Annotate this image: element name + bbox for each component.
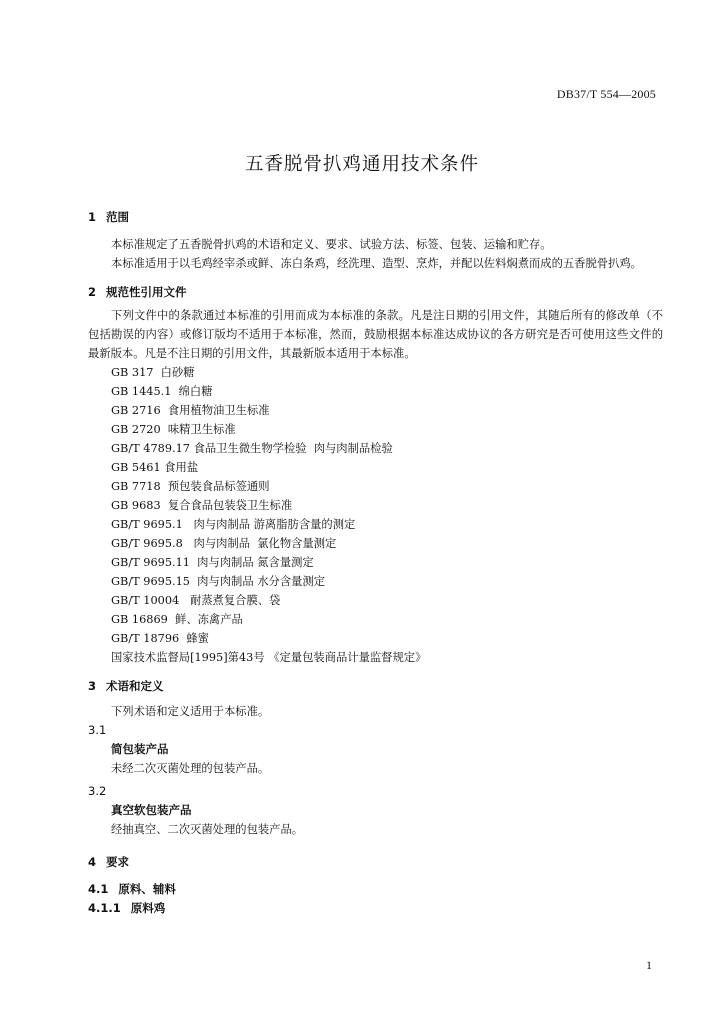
section-1-heading	[88, 208, 663, 227]
section-number: 3	[88, 679, 97, 693]
reference-item: GB/T 9695.8 肉与肉制品 氯化物含量测定	[111, 537, 337, 550]
section-number: 1	[88, 210, 97, 224]
section-4-heading	[88, 853, 663, 872]
reference-item: GB/T 18796 蜂蜜	[111, 632, 209, 645]
paragraph: 下列文件中的条款通过本标准的引用而成为本标准的条款。凡是注日期的引用文件，其随后所有的修改单（不包括勘误的内容）或修订版均不适用于本标准，然而，鼓励根据本标准达成协议的各方研究是否可使用这些文件的最新版本。凡是不注日期的引用文件，其最新版本适用于本标准。	[88, 309, 663, 360]
reference-item: GB 16869 鲜、冻禽产品	[111, 613, 243, 626]
reference-item: GB 317 白砂糖	[111, 366, 195, 379]
reference-item: GB 7718 预包装食品标签通则	[111, 480, 270, 493]
reference-item: GB 5461 食用盐	[111, 461, 199, 474]
page-number: 1	[646, 958, 652, 972]
subsection-title: 原料、辅料	[118, 882, 176, 896]
document-body	[88, 208, 663, 918]
section-title: 规范性引用文件	[106, 285, 187, 299]
reference-item: GB 9683 复合食品包装袋卫生标准	[111, 499, 293, 512]
reference-item: 国家技术监督局[1995]第43号 《定量包装商品计量监督规定》	[111, 651, 427, 664]
reference-item: GB/T 9695.15 肉与肉制品 水分含量测定	[111, 575, 326, 588]
section-title: 范围	[106, 210, 129, 224]
subsection-number: 4.1	[88, 882, 109, 896]
reference-item: GB/T 4789.17 食品卫生微生物学检验 肉与肉制品检验	[111, 442, 393, 455]
section-title: 要求	[106, 855, 129, 869]
term-number: 3.1	[88, 723, 107, 737]
term-name: 真空软包装产品	[111, 803, 192, 817]
paragraph: 下列术语和定义适用于本标准。	[111, 705, 270, 718]
document-title: 五香脱骨扒鸡通用技术条件	[244, 154, 479, 175]
paragraph: 本标准规定了五香脱骨扒鸡的术语和定义、要求、试验方法、标签、包装、运输和贮存。	[111, 238, 552, 251]
subsection-title: 原料鸡	[130, 901, 166, 915]
paragraph: 本标准适用于以毛鸡经宰杀或鲜、冻白条鸡，经洗理、造型、烹炸，并配以佐料焖煮而成的五香脱骨扒鸡。	[111, 257, 642, 270]
subsection-number: 4.1.1	[88, 901, 121, 915]
subsection-4-1-heading	[88, 880, 663, 899]
section-number: 4	[88, 855, 97, 869]
section-title: 术语和定义	[106, 679, 164, 693]
reference-item: GB 1445.1 绵白糖	[111, 385, 213, 398]
reference-item: GB 2720 味精卫生标准	[111, 423, 236, 436]
term-definition: 经抽真空、二次灭菌处理的包装产品。	[111, 823, 304, 836]
term-name: 简包装产品	[111, 742, 169, 756]
term-number: 3.2	[88, 784, 107, 798]
section-2-heading	[88, 283, 663, 302]
standard-number: DB37/T 554—2005	[556, 87, 656, 101]
reference-item: GB/T 10004 耐蒸煮复合膜、袋	[111, 594, 281, 607]
reference-list	[88, 363, 663, 667]
reference-item: GB/T 9695.11 肉与肉制品 氮含量测定	[111, 556, 314, 569]
term-definition: 未经二次灭菌处理的包装产品。	[111, 762, 270, 775]
reference-item: GB 2716 食用植物油卫生标准	[111, 404, 270, 417]
subsection-4-1-1-heading	[88, 899, 663, 918]
section-number: 2	[88, 285, 97, 299]
reference-item: GB/T 9695.1 肉与肉制品 游离脂肪含量的测定	[111, 518, 356, 531]
section-3-heading	[88, 677, 663, 696]
